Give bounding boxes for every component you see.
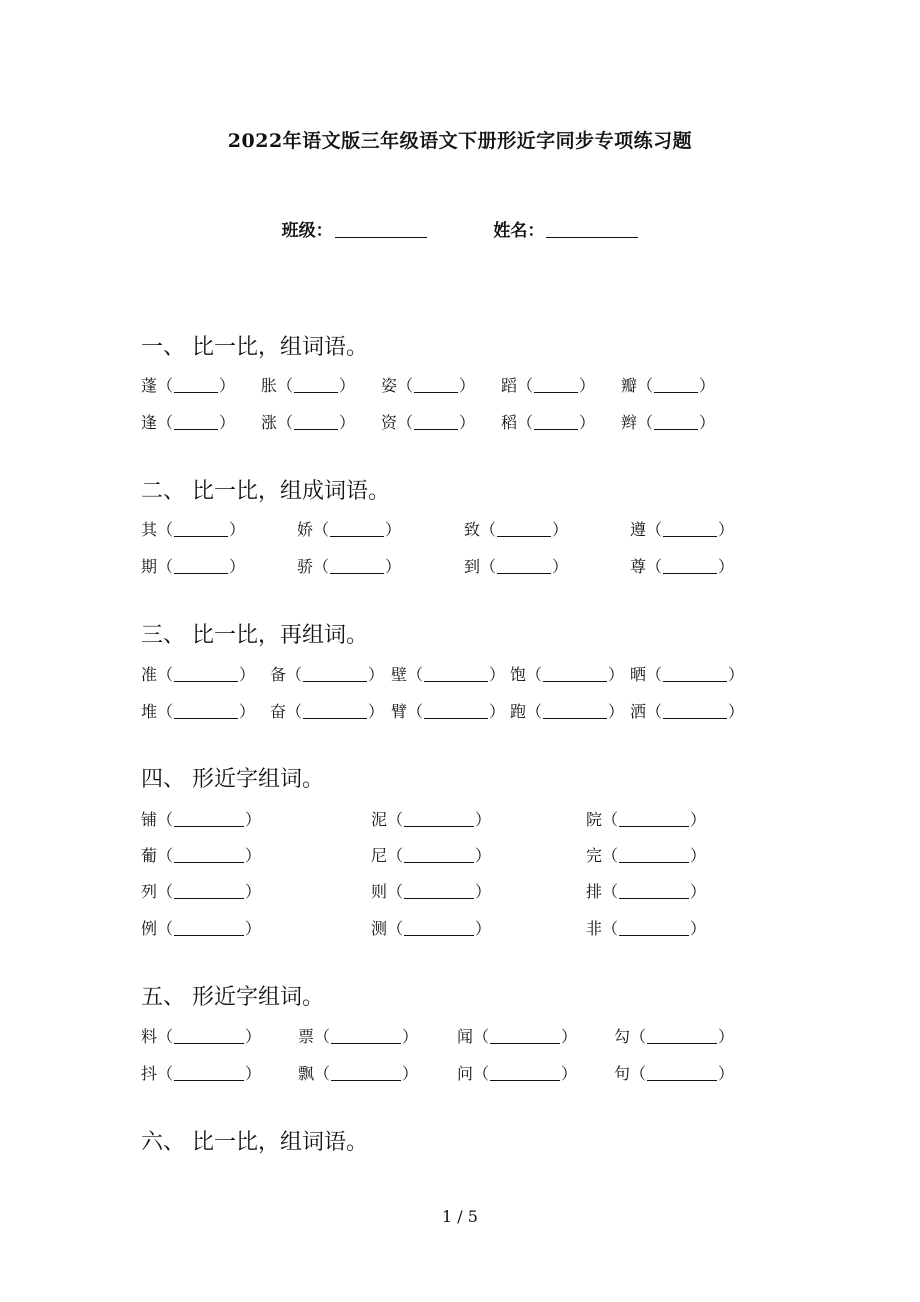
answer-blank[interactable] [330,559,384,574]
answer-blank[interactable] [663,522,717,537]
item-character: 稻 [501,413,518,432]
paren-close: ） [245,919,262,938]
answer-blank[interactable] [619,921,689,936]
exercise-item [141,879,261,902]
exercise-item [270,699,384,722]
paren-close: ） [245,882,262,901]
paren-close: ） [561,1027,578,1046]
answer-blank[interactable] [331,1029,401,1044]
paren-close: ） [229,557,246,576]
answer-blank[interactable] [647,1029,717,1044]
paren-close: ） [690,846,707,865]
answer-blank[interactable] [404,921,474,936]
answer-blank[interactable] [174,378,218,393]
item-character: 胀 [261,376,278,395]
exercise-item [630,554,734,577]
exercise-item [586,807,706,830]
paren-open: （ [517,413,534,432]
exercise-item [586,843,706,866]
answer-blank[interactable] [404,884,474,899]
paren-close: ） [728,702,745,721]
paren-open: （ [397,376,414,395]
paren-close: ） [239,702,256,721]
paren-open: （ [407,702,424,721]
answer-blank[interactable] [404,848,474,863]
item-character: 料 [141,1027,158,1046]
paren-close: ） [245,810,262,829]
exercise-item [141,1024,261,1047]
paren-open: （ [286,665,303,684]
paren-open: （ [387,810,404,829]
paren-open: （ [407,665,424,684]
item-character: 瓣 [621,376,638,395]
answer-blank[interactable] [543,667,607,682]
exercise-item [298,1024,418,1047]
item-character: 蹈 [501,376,518,395]
item-character: 票 [298,1027,315,1046]
item-character: 致 [464,520,481,539]
paren-open: （ [602,810,619,829]
section-heading: 六、 比一比，组词语。 [141,1130,368,1155]
paren-close: ） [239,665,256,684]
answer-blank[interactable] [647,1066,717,1081]
paren-close: ） [385,557,402,576]
paren-close: ） [690,882,707,901]
answer-blank[interactable] [619,848,689,863]
page-number: 1 / 5 [442,1207,478,1226]
item-character: 院 [586,810,603,829]
answer-blank[interactable] [663,704,727,719]
answer-blank[interactable] [414,415,458,430]
exercise-item [141,554,245,577]
answer-blank[interactable] [174,921,244,936]
item-character: 期 [141,557,158,576]
paren-close: ） [219,376,236,395]
paren-close: ） [245,1027,262,1046]
paren-open: （ [387,919,404,938]
item-character: 准 [141,665,158,684]
paren-close: ） [699,376,716,395]
answer-blank[interactable] [174,667,238,682]
answer-blank[interactable] [174,848,244,863]
paren-open: （ [157,557,174,576]
exercise-item [141,410,235,433]
paren-close: ） [245,846,262,865]
paren-open: （ [157,846,174,865]
answer-blank[interactable] [543,704,607,719]
item-character: 娇 [297,520,314,539]
item-character: 测 [371,919,388,938]
answer-blank[interactable] [404,812,474,827]
exercise-item [141,662,255,685]
section-heading: 二、 比一比，组成词语。 [141,479,390,504]
paren-close: ） [690,919,707,938]
answer-blank[interactable] [303,667,367,682]
paren-close: ） [475,810,492,829]
answer-blank[interactable] [663,667,727,682]
answer-blank[interactable] [174,884,244,899]
paren-close: ） [690,810,707,829]
answer-blank[interactable] [663,559,717,574]
paren-open: （ [637,376,654,395]
item-character: 非 [586,919,603,938]
answer-blank[interactable] [174,704,238,719]
exercise-item [464,554,568,577]
answer-blank[interactable] [619,884,689,899]
answer-blank[interactable] [424,704,488,719]
paren-open: （ [313,520,330,539]
answer-blank[interactable] [294,415,338,430]
item-character: 问 [457,1064,474,1083]
paren-open: （ [387,846,404,865]
exercise-item [141,373,235,396]
answer-blank[interactable] [490,1066,560,1081]
paren-close: ） [552,557,569,576]
answer-blank[interactable] [174,415,218,430]
paren-close: ） [718,1064,735,1083]
answer-blank[interactable] [294,378,338,393]
section-heading: 三、 比一比，再组词。 [141,623,368,648]
item-character: 骄 [297,557,314,576]
paren-open: （ [646,557,663,576]
paren-open: （ [630,1064,647,1083]
paren-close: ） [368,665,385,684]
exercise-item [270,662,384,685]
item-character: 排 [586,882,603,901]
paren-open: （ [387,882,404,901]
paren-open: （ [277,413,294,432]
item-character: 逢 [141,413,158,432]
paren-close: ） [339,376,356,395]
paren-open: （ [526,665,543,684]
paren-open: （ [602,882,619,901]
paren-open: （ [157,665,174,684]
exercise-item [261,373,355,396]
answer-blank[interactable] [303,704,367,719]
exercise-item [501,410,595,433]
exercise-item [297,554,401,577]
paren-open: （ [602,919,619,938]
paren-close: ） [718,1027,735,1046]
paren-open: （ [157,810,174,829]
paren-open: （ [473,1064,490,1083]
exercise-item [586,916,706,939]
item-character: 句 [614,1064,631,1083]
answer-blank[interactable] [174,559,228,574]
paren-open: （ [157,376,174,395]
answer-blank[interactable] [497,522,551,537]
item-character: 姿 [381,376,398,395]
item-character: 饱 [510,665,527,684]
paren-close: ） [475,882,492,901]
exercise-item [381,373,475,396]
item-character: 资 [381,413,398,432]
item-character: 铺 [141,810,158,829]
name-label: 姓名： [493,221,545,241]
item-character: 跑 [510,702,527,721]
paren-close: ） [475,919,492,938]
answer-blank[interactable] [534,378,578,393]
answer-blank[interactable] [654,415,698,430]
paren-open: （ [646,520,663,539]
paren-close: ） [245,1064,262,1083]
paren-open: （ [526,702,543,721]
paren-open: （ [473,1027,490,1046]
class-label: 班级： [281,221,333,241]
paren-close: ） [489,702,506,721]
section-heading: 五、 形近字组词。 [141,985,324,1010]
item-character: 到 [464,557,481,576]
paren-open: （ [646,665,663,684]
exercise-item [141,1061,261,1084]
paren-open: （ [397,413,414,432]
answer-blank[interactable] [497,559,551,574]
exercise-item [391,699,505,722]
exercise-item [464,517,568,540]
paren-open: （ [314,1064,331,1083]
answer-blank[interactable] [174,522,228,537]
item-character: 尼 [371,846,388,865]
exercise-item [141,517,245,540]
answer-blank[interactable] [619,812,689,827]
item-character: 尊 [630,557,647,576]
paren-close: ） [489,665,506,684]
paren-open: （ [286,702,303,721]
paren-close: ） [608,665,625,684]
paren-close: ） [402,1064,419,1083]
exercise-item [298,1061,418,1084]
section-heading: 一、 比一比，组词语。 [141,335,368,360]
item-character: 葡 [141,846,158,865]
paren-close: ） [608,702,625,721]
exercise-item [630,699,744,722]
paren-open: （ [602,846,619,865]
paren-open: （ [313,557,330,576]
paren-open: （ [157,702,174,721]
paren-open: （ [646,702,663,721]
item-character: 飘 [298,1064,315,1083]
paren-open: （ [480,557,497,576]
paren-close: ） [475,846,492,865]
exercise-item [457,1061,577,1084]
item-character: 奋 [270,702,287,721]
paren-close: ） [561,1064,578,1083]
paren-close: ） [728,665,745,684]
page-title: 2022年语文版三年级语文下册形近字同步专项练习题 [227,130,693,152]
exercise-item [371,879,491,902]
paren-close: ） [459,413,476,432]
item-character: 泥 [371,810,388,829]
paren-open: （ [277,376,294,395]
exercise-item [621,410,715,433]
item-character: 其 [141,520,158,539]
name-blank[interactable] [546,221,638,238]
paren-close: ） [718,520,735,539]
exercise-item [457,1024,577,1047]
item-character: 则 [371,882,388,901]
exercise-item [141,807,261,830]
paren-close: ） [339,413,356,432]
exercise-item [621,373,715,396]
answer-blank[interactable] [174,1066,244,1081]
item-character: 列 [141,882,158,901]
exercise-item [371,843,491,866]
exercise-item [141,916,261,939]
paren-open: （ [314,1027,331,1046]
item-character: 抖 [141,1064,158,1083]
item-character: 壁 [391,665,408,684]
exercise-item [630,662,744,685]
item-character: 完 [586,846,603,865]
item-character: 闻 [457,1027,474,1046]
answer-blank[interactable] [174,812,244,827]
paren-close: ） [459,376,476,395]
answer-blank[interactable] [654,378,698,393]
exercise-item [261,410,355,433]
paren-open: （ [157,1027,174,1046]
exercise-item [141,699,255,722]
item-character: 堆 [141,702,158,721]
paren-close: ） [368,702,385,721]
item-character: 涨 [261,413,278,432]
paren-open: （ [157,520,174,539]
answer-blank[interactable] [331,1066,401,1081]
answer-blank[interactable] [534,415,578,430]
exercise-item [141,843,261,866]
exercise-item [614,1061,734,1084]
item-character: 勾 [614,1027,631,1046]
exercise-item [381,410,475,433]
answer-blank[interactable] [424,667,488,682]
paren-open: （ [157,882,174,901]
paren-close: ） [385,520,402,539]
exercise-item [510,699,624,722]
paren-open: （ [480,520,497,539]
exercise-item [297,517,401,540]
paren-close: ） [699,413,716,432]
exercise-item [614,1024,734,1047]
item-character: 备 [270,665,287,684]
paren-close: ） [229,520,246,539]
paren-close: ） [402,1027,419,1046]
exercise-item [501,373,595,396]
exercise-item [391,662,505,685]
answer-blank[interactable] [490,1029,560,1044]
item-character: 蓬 [141,376,158,395]
exercise-item [371,807,491,830]
item-character: 例 [141,919,158,938]
item-character: 遵 [630,520,647,539]
exercise-item [510,662,624,685]
paren-open: （ [517,376,534,395]
item-character: 晒 [630,665,647,684]
item-character: 臂 [391,702,408,721]
paren-open: （ [637,413,654,432]
paren-close: ） [718,557,735,576]
item-character: 洒 [630,702,647,721]
paren-open: （ [630,1027,647,1046]
paren-open: （ [157,919,174,938]
exercise-item [630,517,734,540]
paren-close: ） [219,413,236,432]
paren-close: ） [579,413,596,432]
item-character: 辫 [621,413,638,432]
exercise-item [371,916,491,939]
exercise-item [586,879,706,902]
answer-blank[interactable] [330,522,384,537]
paren-close: ） [579,376,596,395]
answer-blank[interactable] [174,1029,244,1044]
student-info [0,216,920,241]
paren-close: ） [552,520,569,539]
section-heading: 四、 形近字组词。 [141,767,324,792]
answer-blank[interactable] [414,378,458,393]
paren-open: （ [157,413,174,432]
class-blank[interactable] [335,221,427,238]
paren-open: （ [157,1064,174,1083]
